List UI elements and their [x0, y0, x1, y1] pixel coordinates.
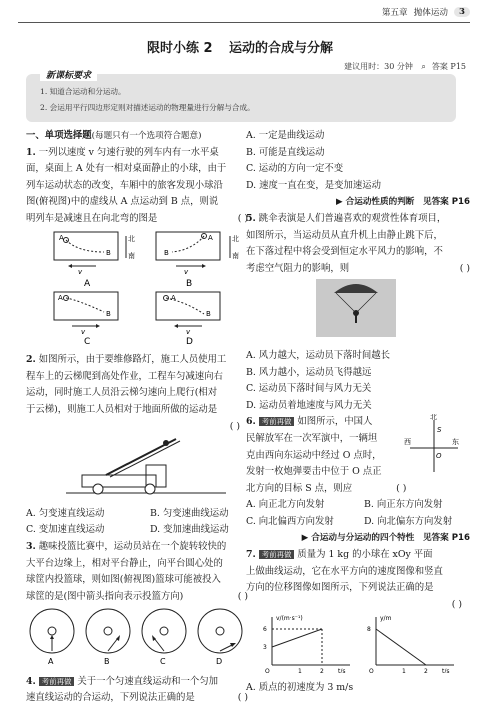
svg-text:北: 北: [128, 234, 135, 243]
svg-text:2: 2: [424, 668, 428, 674]
svg-text:v/(m·s⁻¹): v/(m·s⁻¹): [276, 615, 303, 623]
q1-label-b: B: [186, 278, 193, 289]
page-title: [0, 37, 480, 56]
q1-figure-a: [54, 232, 135, 289]
svg-text:东: 东: [452, 438, 459, 447]
q7-graphs: [246, 613, 470, 673]
q1-label-c: C: [84, 336, 91, 346]
question-2: 2. 如图所示，由于要维修路灯，施工人员使用工 程车上的云梯爬到高处作业，工程车匀减速向右 运动，同时施工人员沿云梯匀速向上爬行(相对 于云梯)，则施工人员相对于地面所做的运动是 ( ) A. 匀变速直线运动 B. 匀变速曲线运动 C. 变加速直线运动 D. 变加速曲线运动: [26, 352, 248, 539]
svg-text:南: 南: [232, 251, 239, 260]
svg-text:O: O: [436, 452, 442, 461]
question-4: 4. 考前再做 关于一个匀速直线运动和一个匀加 速直线运动的合运动，下列说法正确的是 ( ): [26, 675, 248, 704]
q3-figure-c: [142, 609, 186, 666]
svg-text:v: v: [78, 267, 83, 276]
q1-label-a: A: [84, 278, 91, 289]
svg-text:A: A: [59, 233, 64, 242]
svg-text:北: 北: [430, 414, 437, 422]
q3-figure-a: [30, 609, 74, 666]
q1-figure-b: [156, 232, 239, 289]
svg-text:B: B: [106, 248, 111, 257]
chapter-title: 抛体运动: [413, 8, 449, 18]
svg-text:D: D: [216, 657, 223, 667]
svg-text:南: 南: [128, 251, 135, 260]
svg-text:v: v: [81, 327, 86, 336]
svg-text:y/m: y/m: [380, 615, 392, 623]
goals-box: [26, 71, 456, 122]
svg-text:A: A: [48, 657, 54, 667]
svg-text:A: A: [208, 233, 213, 242]
retry-tag: 考前再做: [259, 417, 295, 426]
retry-tag: 考前再做: [259, 550, 295, 559]
svg-text:O: O: [369, 668, 374, 674]
position-graph: [367, 615, 454, 673]
answer-ref: ⌕ 答案 P15: [421, 62, 466, 71]
svg-text:B: B: [104, 657, 110, 667]
svg-text:3: 3: [263, 644, 267, 652]
svg-text:S: S: [437, 426, 442, 435]
topic-band: ▶ 合运动与分运动的四个特性 见答案 P16: [301, 533, 470, 544]
svg-text:8: 8: [367, 626, 371, 634]
retry-tag: 考前再做: [39, 677, 75, 686]
svg-text:t/s: t/s: [442, 668, 450, 674]
goal-item: 1. 知道合运动和分运动。: [40, 87, 126, 96]
svg-text:B: B: [206, 309, 211, 318]
svg-text:v: v: [184, 267, 189, 276]
q3-figure-d: [198, 609, 242, 666]
question-1: 1. 一列以速度 v 匀速行驶的列车内有一水平桌 面，桌面上 A 处有一相对桌面静止的小球，由于 列车运动状态的改变，车厢中的旅客发现小球沿 图(俯视图)中的虚线从 A 点运动到 B 点，则说 明列车是减速且在向北弯的图是 ( ) A B v 北 南 A A B v 北 南 B A B v C A B v D: [26, 146, 248, 346]
q1-label-d: D: [186, 336, 193, 346]
left-column: [26, 128, 248, 707]
fire-truck-figure: [26, 435, 248, 499]
svg-text:西: 西: [404, 438, 411, 447]
q3-figures: [26, 605, 248, 667]
svg-text:A: A: [171, 293, 176, 302]
right-column: [246, 128, 470, 697]
q1-figure-c: [54, 292, 118, 346]
svg-text:2: 2: [320, 668, 324, 674]
svg-text:t/s: t/s: [338, 668, 346, 674]
svg-text:北: 北: [232, 234, 239, 243]
question-6: 6. 考前再做 如图所示，中国人 民解放军在一次军演中，一辆坦 克由西向东运动中经过 O 点时， 发射一枚炮弹要击中位于 O 点正 北方向的目标 S 点，则应 ( ) 北 西 东 S O A. 向正北方向发射 B. 向正东方向发射 C. 向北偏西方向发射 D. 向北偏东方向发射: [246, 414, 470, 530]
goals-heading: 新课标要求: [40, 68, 97, 81]
chapter-label: 第五章: [381, 8, 408, 18]
title-label: 限时小练 2: [146, 41, 213, 56]
q1-figures: [26, 228, 248, 346]
header-rule: [18, 22, 470, 23]
q4-options: A. 一定是曲线运动 B. 可能是直线运动 C. 运动的方向一定不变 D. 速度一直在变，是变加速运动: [246, 130, 382, 191]
section-title: 一、单项选择题(每题只有一个选项符合题意): [26, 130, 202, 141]
triangle-icon: ▶: [336, 197, 346, 208]
triangle-icon: ▶: [301, 533, 312, 544]
svg-text:C: C: [160, 657, 166, 667]
svg-text:1: 1: [298, 668, 302, 674]
title-text: 运动的合成与分解: [229, 41, 334, 56]
svg-text:A: A: [58, 293, 63, 302]
topic-band: ▶ 合运动性质的判断 见答案 P16: [336, 197, 470, 208]
svg-text:B: B: [164, 248, 169, 257]
question-7: 7. 考前再做 质量为 1 kg 的小球在 xOy 平面 上做曲线运动，它在水平方向的速度图像和竖直 方向的位移图像如图所示，下列说法正确的是 ( ) v/(m·s⁻¹) t/s 6 3 1 2 O y/m t/s 8 1 2 O A. 质点的初速度为 3 m/s: [246, 547, 470, 697]
q3-figure-b: [86, 609, 130, 666]
svg-text:B: B: [106, 309, 111, 318]
page-header: [382, 6, 470, 18]
svg-text:1: 1: [402, 668, 406, 674]
lock-icon: ⌕: [421, 62, 426, 71]
svg-text:O: O: [265, 668, 270, 674]
compass-figure: [404, 414, 464, 478]
q1-figure-d: [156, 292, 220, 346]
velocity-graph: [263, 615, 350, 673]
time-label: 建议用时：30 分钟: [344, 62, 413, 71]
svg-text:6: 6: [263, 626, 267, 634]
time-answer-info: [344, 61, 466, 72]
parachute-photo: [246, 277, 470, 341]
goal-item: 2. 会运用平行四边形定则对描述运动的物理量进行分解与合成。: [40, 103, 255, 112]
question-3: 3. 趣味投篮比赛中，运动员站在一个旋转较快的 大平台边缘上，相对平台静止，向平台圆心处的 球筐内投篮球，则如图(俯视图)篮球可能被投入 球筐的是(图中箭头指向表示投篮方向) ( ) A B C D: [26, 540, 248, 667]
question-5: 5. 跳伞表演是人们普遍喜欢的观赏性体育项目， 如图所示，当运动员从直升机上由静止跳下后， 在下落过程中将会受到恒定水平风力的影响，不 考虑空气阻力的影响，则 ( ) A. 风力越大，运动员下落时间越长 B. 风力越小，运动员飞得越远 C. 运动员下落时间与风力无关 D. 运动员着地速度与风力无关: [246, 212, 470, 411]
svg-text:v: v: [186, 327, 191, 336]
page-number: 3: [454, 7, 470, 17]
